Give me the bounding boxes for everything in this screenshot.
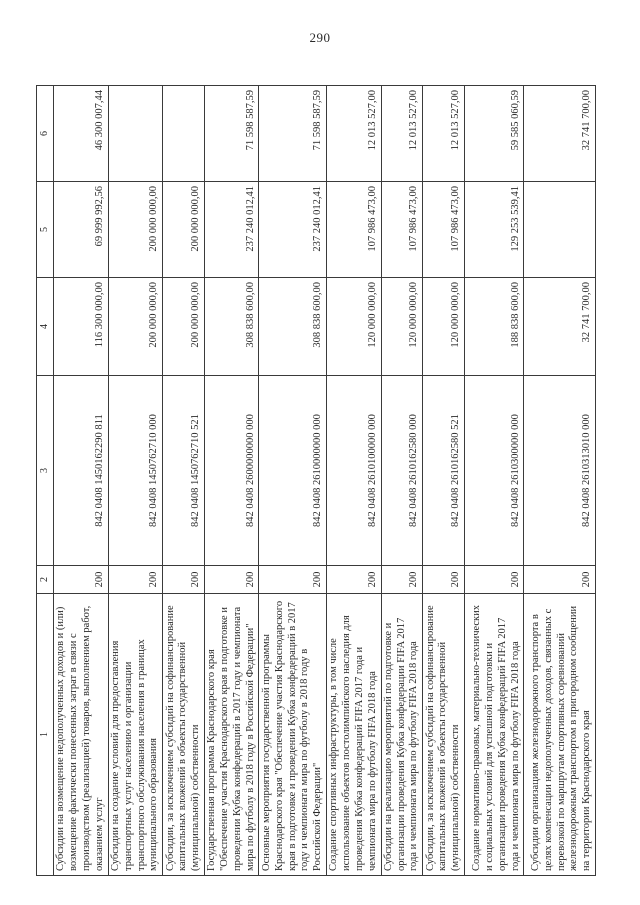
row-value-6: 12 013 527,00 <box>381 86 423 182</box>
row-name: Субсидии организациям железнодорожного транспорта в целях компенсации недополученных доходов, связанных с перевозкой по маршрутам спортивных соревнований железнодорожным транспортом в пригородном сообщении на территории Краснодарского края <box>524 594 596 876</box>
row-value-4: 200 000 000,00 <box>108 278 163 376</box>
row-code: 200 <box>381 566 423 594</box>
header-col-5: 5 <box>37 182 54 278</box>
header-col-3: 3 <box>37 376 54 566</box>
row-value-4: 116 300 000,00 <box>54 278 109 376</box>
header-col-4: 4 <box>37 278 54 376</box>
row-value-4: 32 741 700,00 <box>524 278 596 376</box>
row-value-5: 107 986 473,00 <box>423 182 465 278</box>
rotated-table-container <box>36 86 596 876</box>
page-number: 290 <box>309 30 331 45</box>
row-value-6: 71 598 587,59 <box>204 86 259 182</box>
row-name: Создание нормативно-правовых, материально-технических и социальных условий для успешной подготовки и организации проведения Кубка конфедераций FIFA 2017 года и чемпионата мира по футболу FIFA 2018 года <box>464 594 523 876</box>
row-value-6: 59 585 060,59 <box>464 86 523 182</box>
header-col-1: 1 <box>37 594 54 876</box>
row-kbk: 842 0408 2610300000 000 <box>464 376 523 566</box>
row-code: 200 <box>54 566 109 594</box>
row-value-6: 46 300 007,44 <box>54 86 109 182</box>
row-code: 200 <box>326 566 381 594</box>
row-value-4: 308 838 600,00 <box>204 278 259 376</box>
row-value-5: 200 000 000,00 <box>163 182 205 278</box>
row-kbk: 842 0408 2610100000 000 <box>326 376 381 566</box>
row-name: Субсидии на создание условий для предоставления транспортных услуг населению и организации транспортного обслуживания населения в границах муниципального образования <box>108 594 163 876</box>
table-row <box>163 86 205 876</box>
row-value-6: 32 741 700,00 <box>524 86 596 182</box>
row-value-6: 71 598 587,59 <box>259 86 326 182</box>
row-kbk: 842 0408 2610000000 000 <box>259 376 326 566</box>
row-value-4: 308 838 600,00 <box>259 278 326 376</box>
header-col-6: 6 <box>37 86 54 182</box>
row-code: 200 <box>524 566 596 594</box>
budget-table <box>36 85 596 876</box>
row-value-4: 120 000 000,00 <box>326 278 381 376</box>
row-value-5: 237 240 012,41 <box>259 182 326 278</box>
table-row <box>54 86 109 876</box>
table-row <box>259 86 326 876</box>
header-col-2: 2 <box>37 566 54 594</box>
row-code: 200 <box>464 566 523 594</box>
row-value-4: 200 000 000,00 <box>163 278 205 376</box>
row-code: 200 <box>163 566 205 594</box>
row-value-4: 120 000 000,00 <box>381 278 423 376</box>
row-kbk: 842 0408 1450762710 000 <box>108 376 163 566</box>
row-code: 200 <box>108 566 163 594</box>
row-value-5: 237 240 012,41 <box>204 182 259 278</box>
row-name: Государственная программа Краснодарского края "Обеспечение участия Краснодарского края в подготовке и проведении Кубка конфедераций в 2017 году и чемпионата мира по футболу в 2018 году в Российской Федерации" <box>204 594 259 876</box>
table-row <box>204 86 259 876</box>
row-value-4: 120 000 000,00 <box>423 278 465 376</box>
row-code: 200 <box>204 566 259 594</box>
row-value-5: 129 253 539,41 <box>464 182 523 278</box>
row-name: Основные мероприятия государственной программы Краснодарского края "Обеспечение участия Краснодарского края в подготовке и проведении Кубка конфедераций в 2017 году и чемпионата мира по футболу в 2018 году в Российской Федерации" <box>259 594 326 876</box>
rotated-table-wrapper <box>36 86 596 876</box>
row-kbk: 842 0408 2600000000 000 <box>204 376 259 566</box>
table-header-row <box>37 86 54 876</box>
row-code: 200 <box>423 566 465 594</box>
row-value-5: 107 986 473,00 <box>326 182 381 278</box>
row-name: Субсидии, за исключением субсидий на софинансирование капитальных вложений в объекты государственной (муниципальной) собственности <box>163 594 205 876</box>
row-kbk: 842 0408 2610162580 521 <box>423 376 465 566</box>
row-code: 200 <box>259 566 326 594</box>
row-value-6 <box>108 86 163 182</box>
row-value-4: 188 838 600,00 <box>464 278 523 376</box>
table-row <box>524 86 596 876</box>
row-value-5: 200 000 000,00 <box>108 182 163 278</box>
row-kbk: 842 0408 2610313010 000 <box>524 376 596 566</box>
row-name: Субсидии, за исключением субсидий на софинансирование капитальных вложений в объекты государственной (муниципальной) собственности <box>423 594 465 876</box>
table-row <box>464 86 523 876</box>
row-kbk: 842 0408 2610162580 000 <box>381 376 423 566</box>
row-name: Субсидии на возмещение недополученных доходов и (или) возмещение фактически понесенных затрат в связи с производством (реализацией) товаров, выполнением работ, оказанием услуг <box>54 594 109 876</box>
table-row <box>326 86 381 876</box>
row-value-6: 12 013 527,00 <box>326 86 381 182</box>
row-name: Создание спортивных инфраструктуры, в том числе использование объектов постолимпийского наследия для проведения Кубка конфедераций FIFA 2017 года и чемпионата мира по футболу FIFA 2018 года <box>326 594 381 876</box>
row-value-5: 69 999 992,56 <box>54 182 109 278</box>
table-row <box>381 86 423 876</box>
row-kbk: 842 0408 1450162290 811 <box>54 376 109 566</box>
row-value-5: 107 986 473,00 <box>381 182 423 278</box>
row-name: Субсидии на реализацию мероприятий по подготовке и организации проведения Кубка конфедерации FIFA 2017 года и чемпионата мира по футболу FIFA 2018 года <box>381 594 423 876</box>
row-value-5 <box>524 182 596 278</box>
table-row <box>108 86 163 876</box>
table-row <box>423 86 465 876</box>
row-kbk: 842 0408 1450762710 521 <box>163 376 205 566</box>
row-value-6: 12 013 527,00 <box>423 86 465 182</box>
row-value-6 <box>163 86 205 182</box>
